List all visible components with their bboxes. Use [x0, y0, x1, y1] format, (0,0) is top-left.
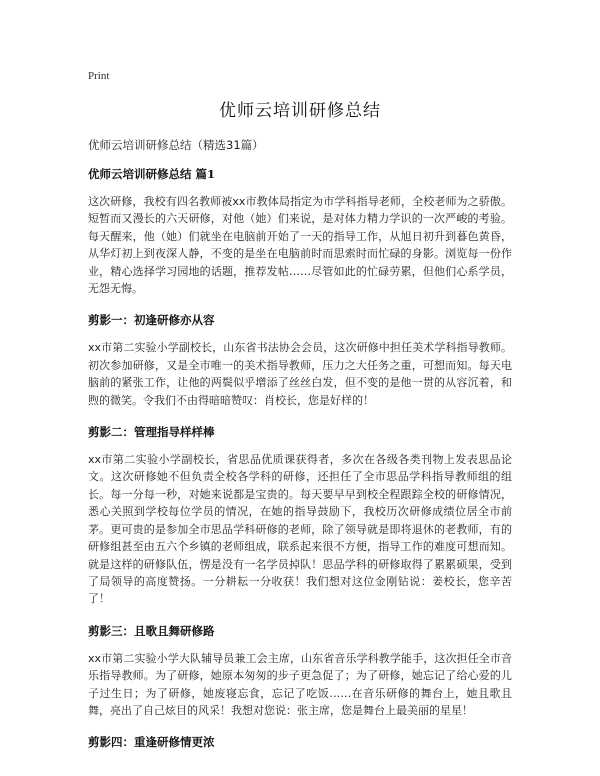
- document-title: 优师云培训研修总结: [219, 101, 381, 121]
- section-1: [88, 166, 512, 297]
- section-paragraph: xx市第二实验小学大队辅导员兼工会主席，山东省音乐学科教学能手，这次担任全市音乐指导教师。为了研修，她原本匆匆的步子更急促了；为了研修，她忘记了给心爱的儿子过生日；为了研修，她废寝忘食，忘记了吃饭……在音乐研修的舞台上，她且歌且舞，亮出了自己炫目的风采！我想对您说：张主席，您是舞台上最美丽的星星！: [88, 651, 512, 717]
- section-heading: 剪影二：管理指导样样棒: [88, 425, 215, 440]
- section-5: [88, 734, 512, 750]
- document-body: [88, 166, 512, 750]
- document-subtitle: 优师云培训研修总结（精选31篇）: [88, 138, 264, 152]
- section-heading: 剪影一：初逢研修亦从容: [88, 313, 215, 328]
- section-4: [88, 623, 512, 720]
- section-2: [88, 312, 512, 409]
- section-paragraph: xx市第二实验小学副校长，省思品优质课获得者，多次在各级各类刊物上发表思品论文。这次研修她不但负责全校各学科的研修，还担任了全市思品学科指导教师组的组长。每一分每一秒，对她来说都是宝贵的。每天要早早到校全程跟踪全校的研修情况，悉心关照到学校每位学员的情况，在她的指导鼓励下，我校历次研修成绩位居全市前茅。更可贵的是参加全市思品学科研修的老师，除了领导就是即将退休的老教师，有的研修组甚至由五六个乡镇的老师组成，联系起来很不方便，指导工作的难度可想而知。就是这样的研修队伍，愣是没有一名学员掉队！思品学科的研修取得了累累硕果，受到了局领导的高度赞扬。一分耕耘一分收获！我们想对这位金刚钻说：姜校长，您辛苦了！: [88, 453, 512, 606]
- section-paragraph: 这次研修，我校有四名教师被xx市教体局指定为市学科指导老师，全校老师为之骄傲。短暂而又漫长的六天研修，对他（她）们来说，是对体力精力学识的一次严峻的考验。每天醒来，他（她）们就坐在电脑前开始了一天的指导工作，从旭日初升到暮色黄昏，从华灯初上到夜深人静，不变的是坐在电脑前时而思索时而忙碌的身影。浏览每一份作业，精心选择学习园地的话题，推荐发帖……尽管如此的忙碌劳累，但他们心系学员，无怨无悔。: [88, 195, 512, 296]
- section-heading: 优师云培训研修总结 篇1: [88, 167, 216, 181]
- print-label: Print: [88, 70, 110, 82]
- section-heading: 剪影四：重逢研修情更浓: [88, 735, 215, 750]
- section-3: [88, 424, 512, 608]
- section-paragraph: xx市第二实验小学副校长，山东省书法协会会员，这次研修中担任美术学科指导教师。初次参加研修，又是全市唯一的美术指导教师，压力之大任务之重，可想而知。每天电脑前的紧张工作，让他的两鬓似乎增添了丝丝白发，但不变的是他一贯的从容沉着，和煦的微笑。令我们不由得暗暗赞叹：肖校长，您是好样的！: [88, 341, 512, 407]
- section-heading: 剪影三：且歌且舞研修路: [88, 623, 215, 638]
